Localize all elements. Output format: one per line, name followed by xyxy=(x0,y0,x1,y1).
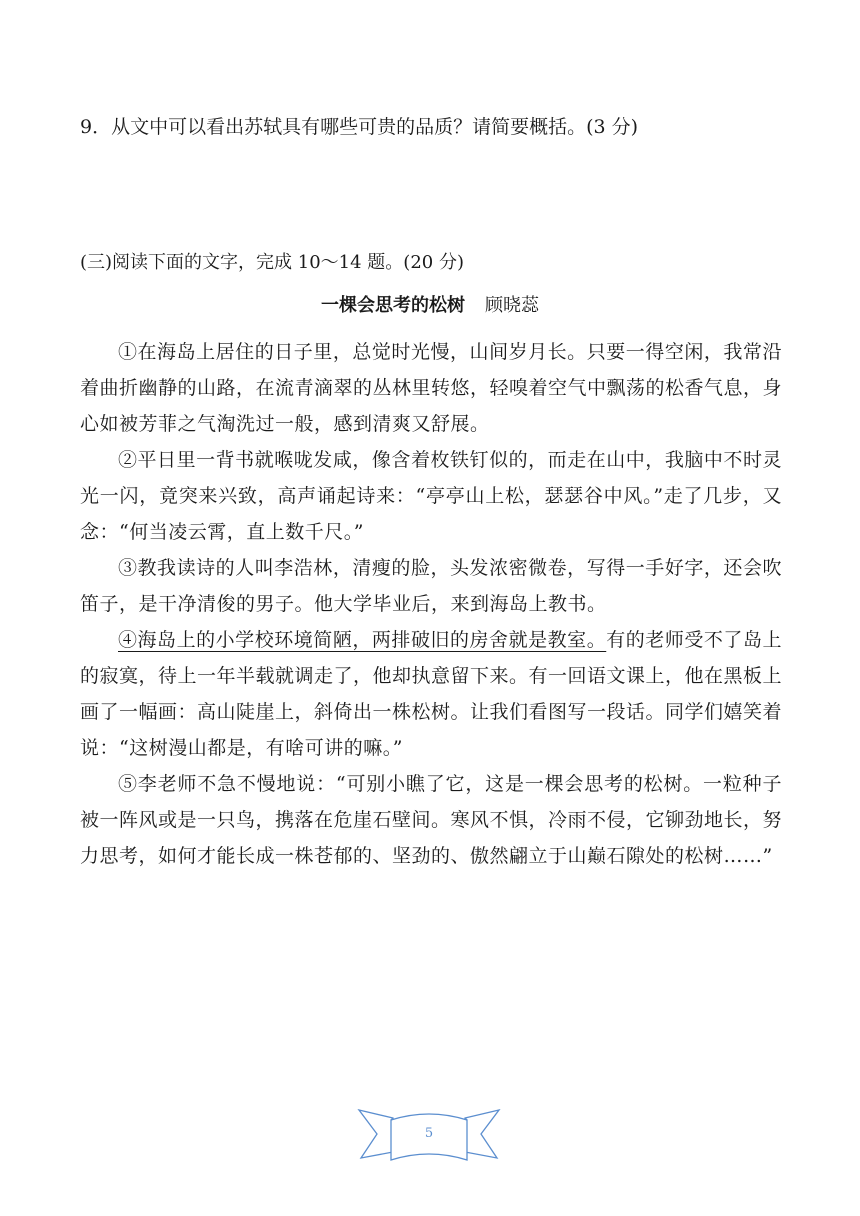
page-number: 5 xyxy=(424,1126,434,1141)
paragraph-3 xyxy=(80,550,782,622)
paragraph-2-text: ②平日里一背书就喉咙发咸，像含着枚铁钉似的，而走在山中，我脑中不时灵光一闪，竟突来兴致，高声诵起诗来：“亭亭山上松，瑟瑟谷中风。”走了几步，又念：“何当凌云霄，直上数千尺。” xyxy=(80,449,782,543)
article-body xyxy=(80,334,782,874)
paragraph-1-text: ①在海岛上居住的日子里，总觉时光慢，山间岁月长。只要一得空闲，我常沿着曲折幽静的山路，在流青滴翠的丛林里转悠，轻嗅着空气中飘荡的松香气息，身心如被芳菲之气淘洗过一般，感到清爽又舒展。 xyxy=(80,341,783,435)
article-heading xyxy=(0,290,860,322)
paragraph-5-text: ⑤李老师不急不慢地说：“可别小瞧了它，这是一棵会思考的松树。一粒种子被一阵风或是一只鸟，携落在危崖石壁间。寒风不惧，冷雨不侵，它铆劲地长，努力思考，如何才能长成一株苍郁的、坚劲的、傲然翩立于山巅石隙处的松树……” xyxy=(80,773,783,867)
section-3-instruction: (三)阅读下面的文字，完成 10～14 题。(20 分) xyxy=(80,252,464,273)
article-author: 顾晓蕊 xyxy=(485,295,539,316)
question-9: 9．从文中可以看出苏轼具有哪些可贵的品质？请简要概括。(3 分) xyxy=(80,116,639,138)
underlined-sentence: ④海岛上的小学校环境简陋，两排破旧的房舍就是教室。 xyxy=(118,629,607,651)
paragraph-5 xyxy=(80,766,782,874)
paragraph-4-text: 有的老师受不了岛上的寂寞，待上一年半载就调走了，他却执意留下来。有一回语文课上，他在黑板上画了一幅画：高山陡崖上，斜倚出一株松树。让我们看图写一段话。同学们嬉笑着说：“这树漫山都是，有啥可讲的嘛。” xyxy=(80,629,783,759)
paragraph-3-text: ③教我读诗的人叫李浩林，清瘦的脸，头发浓密微卷，写得一手好字，还会吹笛子，是干净清俊的男子。他大学毕业后，来到海岛上教书。 xyxy=(80,557,782,615)
paragraph-1 xyxy=(80,334,782,442)
paragraph-4 xyxy=(80,622,782,766)
page-footer xyxy=(355,1104,503,1168)
paragraph-2 xyxy=(80,442,782,550)
article-title: 一棵会思考的松树 xyxy=(321,295,465,316)
